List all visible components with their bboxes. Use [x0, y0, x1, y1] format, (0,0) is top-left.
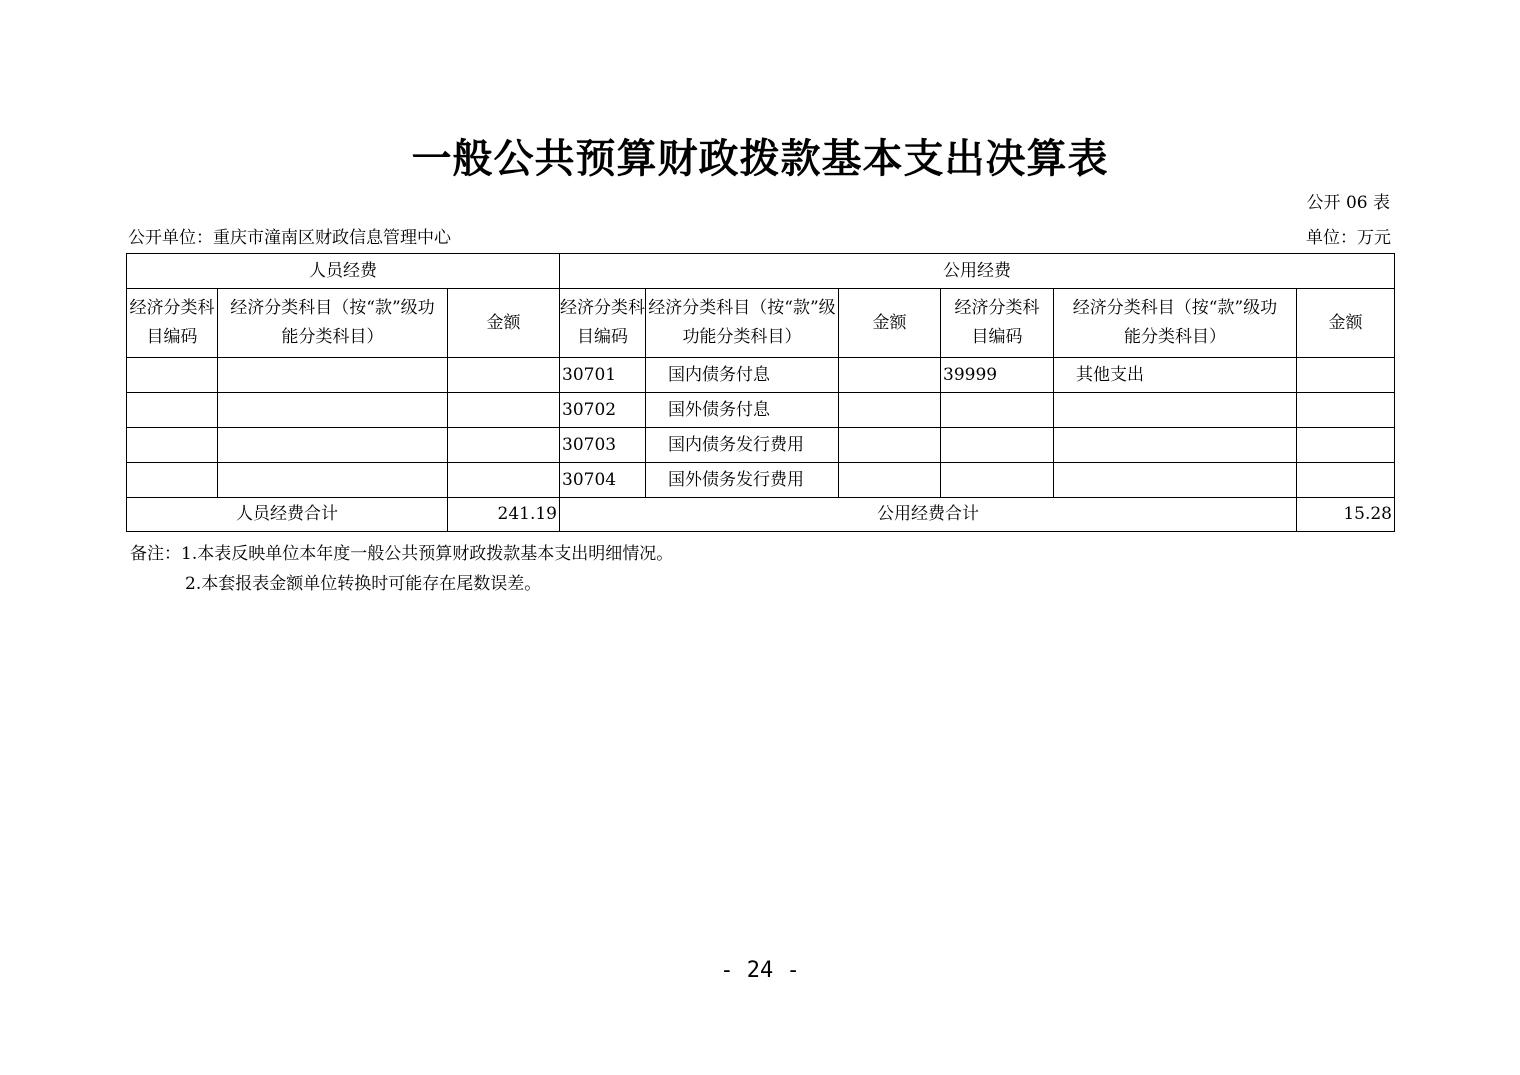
header-code-public-2: 经济分类科目编码	[941, 289, 1054, 358]
personnel-amount-cell	[448, 428, 560, 463]
public-amount-cell-2	[1297, 358, 1395, 393]
public-code-cell: 30701	[560, 358, 646, 393]
public-amount-cell	[839, 393, 941, 428]
public-amount-cell	[839, 358, 941, 393]
note-line-2: 2.本套报表金额单位转换时可能存在尾数误差。	[185, 574, 542, 594]
header-name-public-2: 经济分类科目（按“款”级功能分类科目）	[1054, 289, 1297, 358]
table-row	[127, 393, 1395, 428]
header-code: 经济分类科目编码	[127, 289, 218, 358]
form-number: 公开 06 表	[1306, 193, 1390, 213]
expenditure-table	[126, 253, 1395, 532]
public-code-cell: 30704	[560, 463, 646, 498]
public-amount-cell-2	[1297, 463, 1395, 498]
header-amount-public-1: 金额	[839, 289, 941, 358]
header-name-public-1: 经济分类科目（按“款”级功能分类科目）	[646, 289, 839, 358]
public-code-cell: 30702	[560, 393, 646, 428]
personnel-name-cell	[218, 393, 448, 428]
public-code-cell: 30703	[560, 428, 646, 463]
header-amount: 金额	[448, 289, 560, 358]
public-name-cell-2: 其他支出	[1054, 358, 1297, 393]
personnel-amount-cell	[448, 358, 560, 393]
table-row	[127, 463, 1395, 498]
public-code-cell-2	[941, 428, 1054, 463]
currency-unit: 单位：万元	[1306, 228, 1391, 248]
header-amount-public-2: 金额	[1297, 289, 1395, 358]
public-code-cell-2	[941, 393, 1054, 428]
public-amount-cell	[839, 428, 941, 463]
group-personnel: 人员经费	[127, 254, 560, 289]
group-public: 公用经费	[560, 254, 1395, 289]
personnel-name-cell	[218, 463, 448, 498]
personnel-name-cell	[218, 428, 448, 463]
header-code-public-1: 经济分类科目编码	[560, 289, 646, 358]
public-code-cell-2	[941, 463, 1054, 498]
public-name-cell-2	[1054, 428, 1297, 463]
page-title: 一般公共预算财政拨款基本支出决算表	[411, 135, 1109, 182]
personnel-amount-cell	[448, 393, 560, 428]
personnel-code-cell	[127, 358, 218, 393]
personnel-code-cell	[127, 463, 218, 498]
personnel-code-cell	[127, 428, 218, 463]
public-name-cell-2	[1054, 393, 1297, 428]
public-amount-cell-2	[1297, 393, 1395, 428]
public-total-value: 15.28	[1297, 498, 1395, 532]
public-amount-cell	[839, 463, 941, 498]
personnel-total-value: 241.19	[448, 498, 560, 532]
notes	[130, 539, 673, 599]
reporting-org: 公开单位：重庆市潼南区财政信息管理中心	[128, 228, 451, 248]
public-name-cell: 国外债务发行费用	[646, 463, 839, 498]
table-row	[127, 428, 1395, 463]
public-amount-cell-2	[1297, 428, 1395, 463]
public-name-cell: 国外债务付息	[646, 393, 839, 428]
public-name-cell-2	[1054, 463, 1297, 498]
column-header-row	[127, 289, 1395, 358]
personnel-total-label: 人员经费合计	[127, 498, 448, 532]
table-row	[127, 358, 1395, 393]
public-total-label: 公用经费合计	[560, 498, 1297, 532]
note-line-1: 备注：1.本表反映单位本年度一般公共预算财政拨款基本支出明细情况。	[130, 544, 674, 564]
group-header-row	[127, 254, 1395, 289]
personnel-amount-cell	[448, 463, 560, 498]
personnel-code-cell	[127, 393, 218, 428]
public-name-cell: 国内债务付息	[646, 358, 839, 393]
public-name-cell: 国内债务发行费用	[646, 428, 839, 463]
totals-row	[127, 498, 1395, 532]
public-code-cell-2: 39999	[941, 358, 1054, 393]
header-name: 经济分类科目（按“款”级功能分类科目）	[218, 289, 448, 358]
personnel-name-cell	[218, 358, 448, 393]
page-number: - 24 -	[720, 958, 800, 983]
